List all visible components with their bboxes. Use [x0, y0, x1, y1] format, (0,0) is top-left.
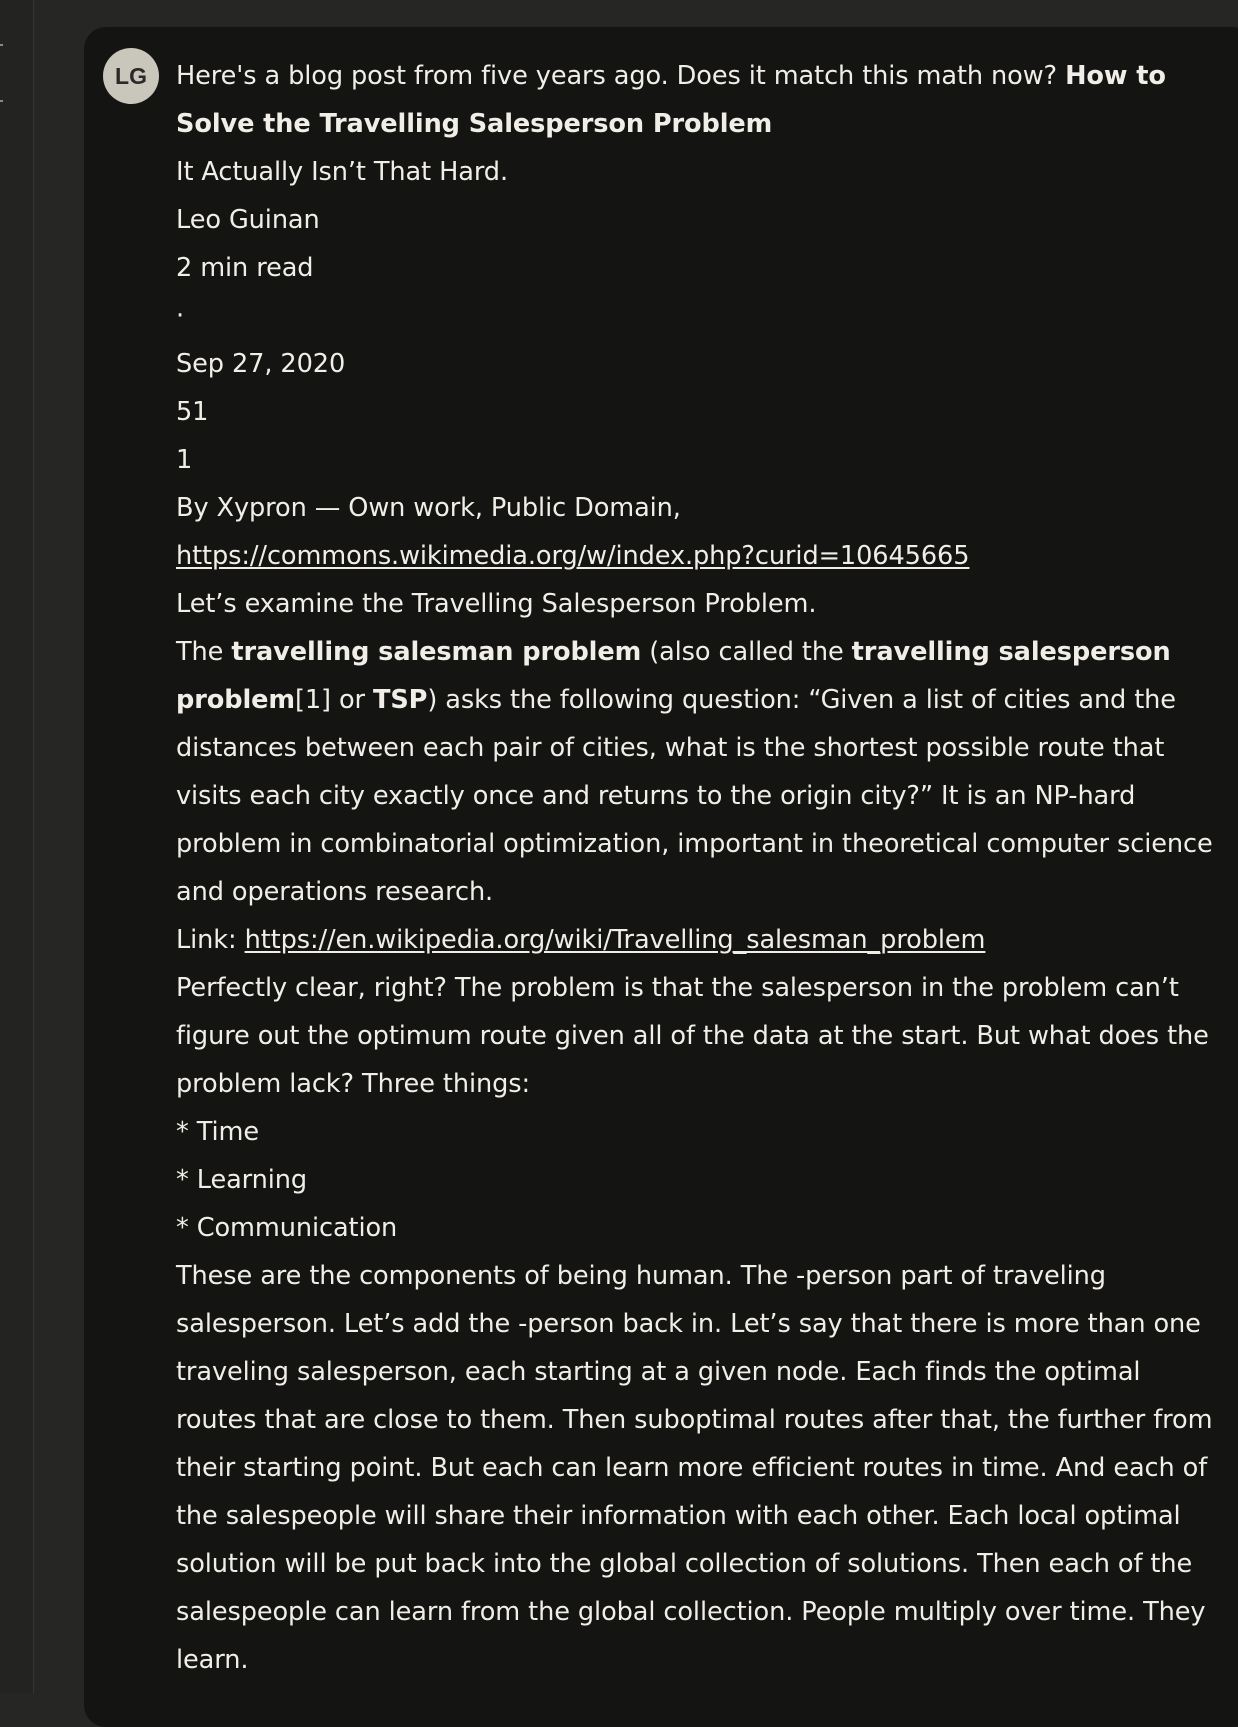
clap-count: 51 — [176, 397, 209, 427]
post-title: How to Solve the Travelling Salesperson Problem — [176, 61, 1166, 139]
clear-paragraph: Perfectly clear, right? The problem is that the salesperson in the problem can’t figure out the optimum route given all of the data at the start. But what does the problem lack? Three things: — [176, 973, 1209, 1099]
term-tsp: TSP — [372, 685, 428, 715]
def-text: ) asks the following question: “Given a list of cities and the distances between each pair of cities, what is the shortest possible route that visits each city exactly once and returns to the origin city?” It is an NP-hard problem in combinatorial optimization, important in theoretical computer science and operations research. — [176, 685, 1213, 907]
post-author: Leo Guinan — [176, 205, 320, 235]
read-time: 2 min read — [176, 253, 314, 283]
def-ref: [1] or — [294, 685, 373, 715]
user-avatar — [103, 48, 159, 104]
term-travelling-salesman: travelling salesman problem — [231, 637, 642, 667]
term-travelling-salesperson: travelling salesperson problem — [176, 637, 1171, 715]
examine-line: Let’s examine the Travelling Salesperson Problem. — [176, 589, 817, 619]
response-count: 1 — [176, 445, 193, 475]
intro-text: Here's a blog post from five years ago. Does it match this math now? — [176, 61, 1066, 91]
list-item-time: * Time — [176, 1117, 259, 1147]
list-item-communication: * Communication — [176, 1213, 398, 1243]
link-label: Link: — [176, 925, 245, 955]
image-credit-link[interactable]: https://commons.wikimedia.org/w/index.php?curid=10645665 — [176, 541, 970, 571]
link-line — [176, 916, 1222, 964]
avatar-initials: LG — [115, 62, 147, 89]
def-text: The — [176, 637, 232, 667]
image-credit-text: By Xypron — Own work, Public Domain, — [176, 493, 681, 523]
intro-line — [176, 52, 1222, 148]
sidebar-strip — [0, 0, 34, 1694]
sidebar-tick — [0, 100, 3, 102]
separator-dot: · — [176, 301, 185, 331]
sidebar-tick — [0, 44, 3, 46]
def-text: (also called the — [641, 637, 852, 667]
tsp-definition — [176, 628, 1222, 916]
wikipedia-link[interactable]: https://en.wikipedia.org/wiki/Travelling_salesman_problem — [244, 925, 986, 955]
post-date: Sep 27, 2020 — [176, 349, 346, 379]
post-subtitle: It Actually Isn’t That Hard. — [176, 157, 508, 187]
list-item-learning: * Learning — [176, 1165, 308, 1195]
message-body — [176, 52, 1222, 1684]
image-credit — [176, 484, 1222, 580]
final-paragraph: These are the components of being human. The -person part of traveling salesperson. Let’s add the -person back in. Let’s say that there is more than one traveling salesperson, each starting at a given node. Each finds the optimal routes that are close to them. Then suboptimal routes after that, the further from their starting point. But each can learn more efficient routes in time. And each of the salespeople will share their information with each other. Each local optimal solution will be put back into the global collection of solutions. Then each of the salespeople can learn from the global collection. People multiply over time. They learn. — [176, 1261, 1213, 1675]
